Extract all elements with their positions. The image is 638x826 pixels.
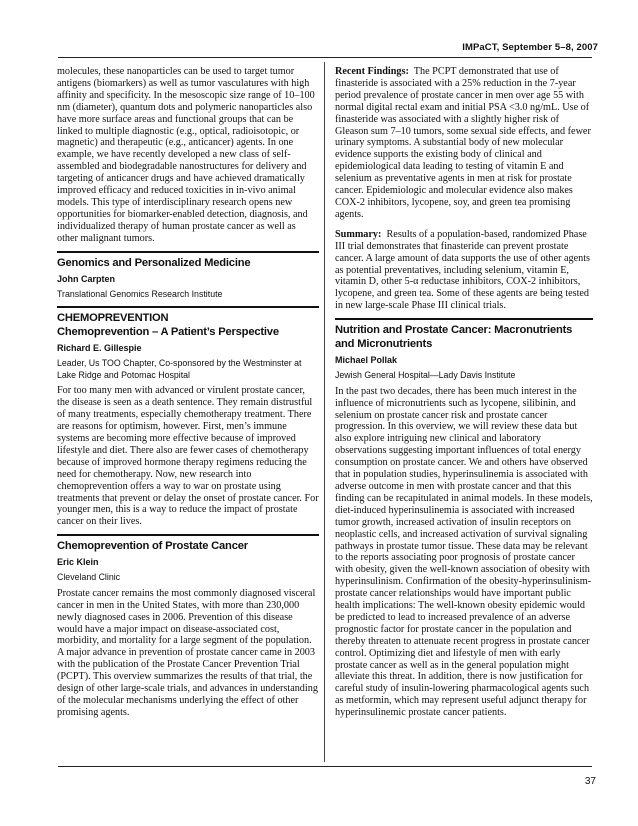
nutrition-affiliation: Jewish General Hospital—Lady Davis Institute: [335, 370, 516, 381]
chemoprevention-section-label: CHEMOPREVENTION: [57, 312, 169, 325]
summary-paragraph: [335, 229, 593, 312]
running-head: IMPaCT, September 5–8, 2007: [462, 42, 598, 53]
nutrition-author: Michael Pollak: [335, 355, 398, 366]
patient-perspective-body: For too many men with advanced or virulent prostate cancer, the disease is seen as a death sentence. They remain distrustful of many treatments, especially chemotherapy treatment. There are reasons for optimism, however. First, men’s immune systems are becoming more effective because of improved lifestyle and diet. There also are fewer cases of chemotherapy because of improved hormone therapy regimens reducing the need for chemotherapy. Now, new research into chemoprevention offers a way to war on prostate using treatments that prevent or delay the onset of prostate cancer. For younger men, this is a way to reduce the impact of prostate cancer on their lives.: [57, 385, 319, 528]
prostate-chemoprevention-affiliation: Cleveland Clinic: [57, 572, 121, 583]
right-column: [335, 66, 593, 719]
patient-perspective-author: Richard E. Gillespie: [57, 343, 142, 354]
recent-findings-body: The PCPT demonstrated that use of finasteride is associated with a 25% reduction in the 7-year period prevalence of prostate cancer in men over age 55 with normal digital rectal exam and initial PSA <3.0 ng/mL. Use of finasteride was associated with a slightly higher risk of Gleason sum 7–10 tumors, some sexual side effects, and fewer urinary symptoms. A substantial body of new molecular evidence supports the existing body of clinical and epidemiological data leading to testing of vitamin E and selenium as preventative agents in men at risk for prostate cancer. Epidemiologic and molecular evidence also makes COX-2 inhibitors, lycopene, soy, and green tea promising agents.: [335, 66, 591, 220]
section-rule: [57, 534, 319, 536]
patient-perspective-affiliation: Leader, Us TOO Chapter, Co-sponsored by the Westminster at Lake Ridge and Potomac Hospital: [57, 358, 302, 380]
section-rule: [57, 306, 319, 308]
header-rule: [58, 57, 592, 58]
section-rule: [57, 251, 319, 253]
genomics-author: John Carpten: [57, 273, 116, 284]
section-rule: [335, 318, 593, 320]
genomics-affiliation: Translational Genomics Research Institute: [57, 288, 223, 299]
patient-perspective-title: Chemoprevention – A Patient’s Perspective: [57, 326, 279, 339]
left-column: [57, 66, 319, 719]
recent-findings-paragraph: [335, 66, 593, 221]
prostate-chemoprevention-body: Prostate cancer remains the most commonly diagnosed visceral cancer in men in the United States, with more than 230,000 newly diagnosed cases in 2006. Prevention of this disease would have a major impact on disease-associated cost, morbidity, and mortality for a large segment of the population. A major advance in prevention of prostate cancer came in 2003 with the publication of the Prostate Cancer Prevention Trial (PCPT). This overview summarizes the results of that trial, the design of other large-scale trials, and advances in understanding of the molecular mechanisms underlying the effect of other promising agents.: [57, 587, 318, 718]
nutrition-title: Nutrition and Prostate Cancer: Macronutrients and Micronutrients: [335, 324, 573, 351]
nutrition-body: In the past two decades, there has been much interest in the influence of micronutrients such as lycopene, silibinin, and selenium on prostate cancer risk and prostate cancer progression. In this overview, we will review these data but also explore intriguing new clinical and laboratory observations suggesting important influences of total energy consumption on prostate cancer. We and others have observed that in population studies, hyperinsulinemia is associated with adverse outcome in men with prostate cancer and that this finding can be recapitulated in animal models. In these models, diet-induced hyperinsulinemia is associated with increased tumor growth, increased activation of insulin receptors on neoplastic cells, and increased activation of survival signaling pathways in prostate tumor tissue. These data may be relevant to the reports associating poor prognosis of prostate cancer with obesity, given the well-known association of obesity with hyperinsulinism. Confirmation of the obesity-hyperinsulinism-prostate cancer relationships would have important public health implications: The well-known obesity epidemic would be predicted to lead to increased prevalence of an adverse prognostic factor for prostate cancer in the population and thereby threaten to attenuate recent progress in prostate cancer control. Optimizing diet and lifestyle of men with early prostate cancer as well as in the general population might alleviate this threat. In addition, there is now justification for careful study of insulin-lowering pharmacological agents such as metformin, which may represent useful adjunct therapy for hyperinsulinemic prostate cancer patients.: [335, 385, 593, 719]
summary-lead: Summary:: [335, 228, 382, 240]
summary-body: Results of a population-based, randomized Phase III trial demonstrates that finasteride can prevent prostate cancer. A large amount of data supports the use of other agents as potential preventatives, including selenium, vitamin E, vitamin D, other 5-α reductase inhibitors, COX-2 inhibitors, lycopene, and green tea. Some of these agents are being tested in new large-scale Phase III clinical trials.: [335, 228, 590, 312]
footer-rule: [58, 766, 592, 767]
intro-paragraph: molecules, these nanoparticles can be used to target tumor antigens (biomarkers) as well as tumor vasculatures with high affinity and specificity. In the mesoscopic size range of 10–100 nm (diameter), quantum dots and polymeric nanoparticles also have more surface areas and functional groups that can be linked to multiple diagnostic (e.g., optical, radioisotopic, or magnetic) and therapeutic (e.g., anticancer) agents. In one example, we have recently developed a new class of self-assembled and biodegradable nanostructures for delivery and targeting of anticancer drugs and have achieved dramatically improved efficacy and reduced toxicities in in-vivo animal models. This type of interdisciplinary research opens new opportunities for biomarker-enabled detection, diagnosis, and individualized therapy of human prostate cancer as well as other malignant tumors.: [57, 66, 315, 244]
prostate-chemoprevention-title: Chemoprevention of Prostate Cancer: [57, 540, 248, 553]
page-number: 37: [584, 776, 596, 787]
recent-findings-lead: Recent Findings:: [335, 66, 409, 77]
prostate-chemoprevention-author: Eric Klein: [57, 557, 99, 568]
column-divider: [324, 62, 325, 762]
genomics-title: Genomics and Personalized Medicine: [57, 256, 251, 269]
